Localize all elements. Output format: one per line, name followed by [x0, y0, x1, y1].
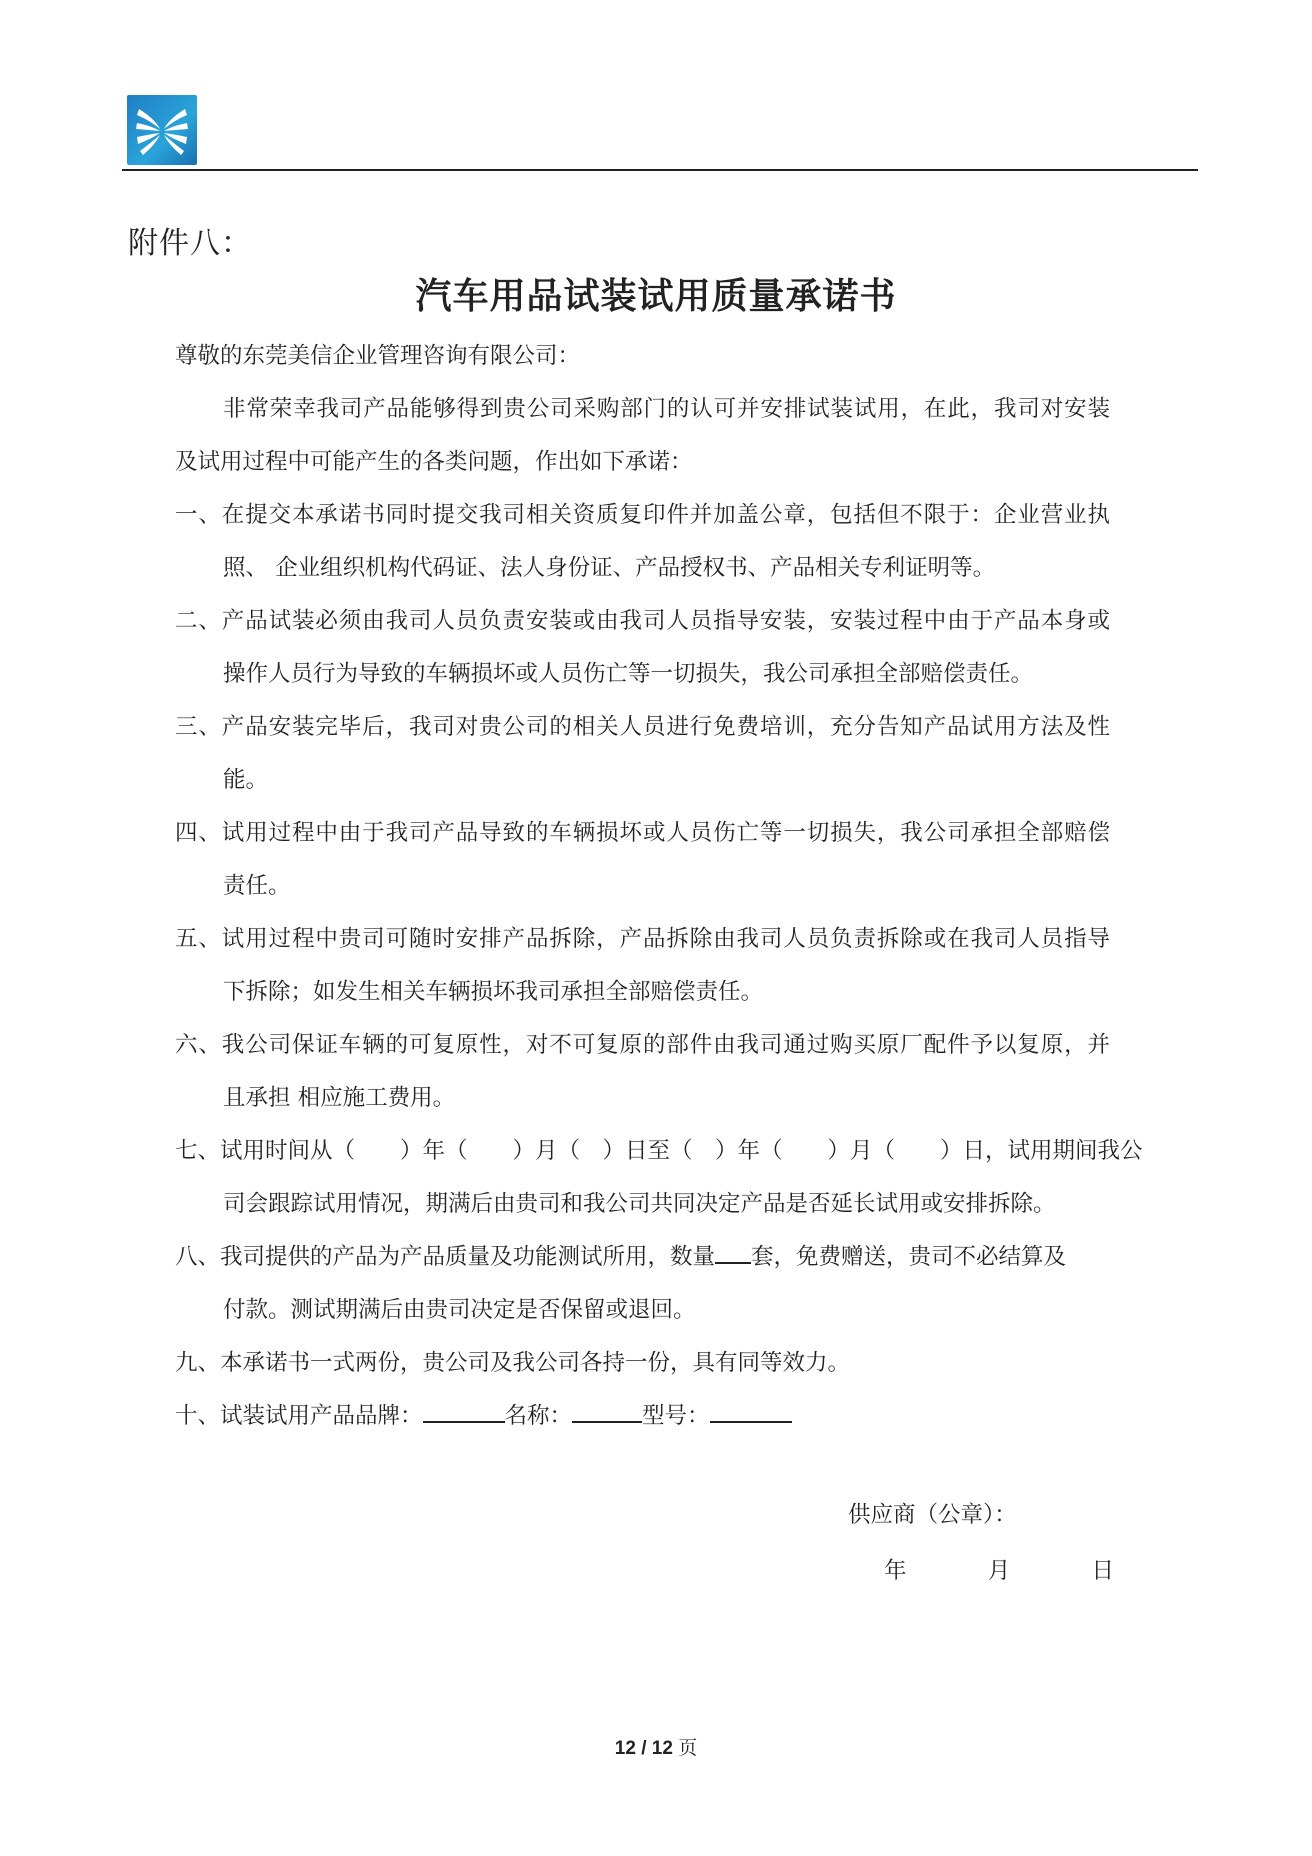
signature-date	[884, 1553, 1114, 1585]
clause-10-prefix: 十、试装试用产品品牌：	[175, 1403, 423, 1429]
name-label: 名称：	[504, 1403, 573, 1429]
clause-8-line-2: 付款。测试期满后由贵司决定是否保留或退回。	[223, 1297, 696, 1323]
intro-line-2: 及试用过程中可能产生的各类问题，作出如下承诺：	[175, 449, 693, 475]
clause-7-line-1: 七、试用时间从（ ）年（ ）月（ ）日至（ ）年（ ）月（ ）日，试用期间我公	[175, 1138, 1143, 1164]
clause-2-line-1: 二、产品试装必须由我司人员负责安装或由我司人员指导安装，安装过程中由于产品本身或	[175, 608, 1110, 634]
name-blank[interactable]	[572, 1401, 642, 1423]
model-blank[interactable]	[710, 1401, 792, 1423]
clause-8-text-a: 八、我司提供的产品为产品质量及功能测试所用，数量	[175, 1244, 716, 1270]
date-year-label: 年	[884, 1558, 907, 1584]
clause-4-line-1: 四、试用过程中由于我司产品导致的车辆损坏或人员伤亡等一切损失，我公司承担全部赔偿	[175, 820, 1110, 846]
clause-3-line-1: 三、产品安装完毕后，我司对贵公司的相关人员进行免费培训，充分告知产品试用方法及性	[175, 714, 1110, 740]
model-label: 型号：	[642, 1403, 710, 1429]
company-logo-icon	[127, 95, 197, 165]
clause-1-line-1: 一、在提交本承诺书同时提交我司相关资质复印件并加盖公章，包括但不限于：企业营业执	[175, 502, 1110, 528]
clause-2-line-2: 操作人员行为导致的车辆损坏或人员伤亡等一切损失，我公司承担全部赔偿责任。	[223, 661, 1034, 687]
clause-7-line-2: 司会跟踪试用情况，期满后由贵司和我公司共同决定产品是否延长试用或安排拆除。	[223, 1191, 1056, 1217]
clause-4-line-2: 责任。	[223, 873, 291, 899]
logo-graphic	[127, 95, 197, 165]
clause-5-line-1: 五、试用过程中贵司可随时安排产品拆除，产品拆除由我司人员负责拆除或在我司人员指导	[175, 926, 1110, 952]
document-body	[175, 330, 1143, 1443]
page-number	[0, 1733, 1312, 1760]
page-separator: /	[635, 1738, 652, 1759]
document-title: 汽车用品试装试用质量承诺书	[415, 275, 897, 317]
clause-10-line-1	[175, 1390, 1110, 1443]
clause-6-line-2: 且承担 相应施工费用。	[223, 1085, 456, 1111]
date-month-label: 月	[987, 1558, 1011, 1584]
date-day-label: 日	[1091, 1558, 1114, 1584]
clause-1-line-2: 照、 企业组织机构代码证、法人身份证、产品授权书、产品相关专利证明等。	[223, 555, 996, 581]
header-divider	[122, 169, 1198, 171]
clause-5-line-2: 下拆除；如发生相关车辆损坏我司承担全部赔偿责任。	[223, 979, 764, 1005]
page-total: 12	[651, 1738, 673, 1759]
clause-3-line-2: 能。	[223, 767, 269, 793]
salutation: 尊敬的东莞美信企业管理咨询有限公司：	[175, 343, 581, 369]
clause-9-line-1: 九、本承诺书一式两份，贵公司及我公司各持一份，具有同等效力。	[175, 1350, 851, 1376]
page-unit: 页	[672, 1738, 698, 1759]
clause-8-line-1	[175, 1231, 1110, 1284]
intro-line-1: 非常荣幸我司产品能够得到贵公司采购部门的认可并安排试装试用，在此，我司对安装	[223, 396, 1110, 422]
supplier-seal-label: 供应商（公章）：	[848, 1502, 1017, 1528]
page-current: 12	[614, 1738, 636, 1759]
clause-6-line-1: 六、我公司保证车辆的可复原性，对不可复原的部件由我司通过购买原厂配件予以复原，并	[175, 1032, 1110, 1058]
brand-blank[interactable]	[423, 1401, 505, 1423]
quantity-blank[interactable]	[715, 1242, 751, 1264]
attachment-label: 附件八：	[128, 226, 252, 261]
clause-8-text-b: 套，免费赠送，贵司不必结算及	[751, 1244, 1067, 1270]
